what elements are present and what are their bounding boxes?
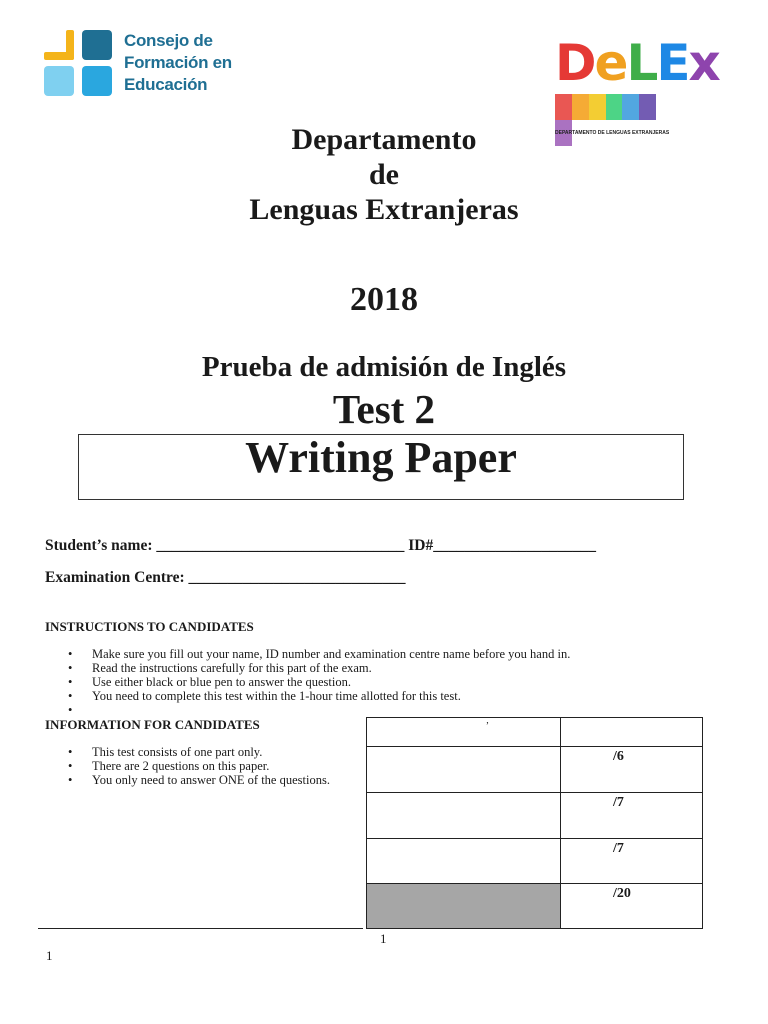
instructions-list — [46, 647, 570, 713]
table-header-mark: , — [486, 715, 489, 726]
cfe-logo-line: Consejo de — [124, 31, 213, 50]
year: 2018 — [350, 281, 418, 318]
student-name-field[interactable]: Student’s name: ________________________________ ID#_____________________ — [45, 537, 596, 554]
department-heading — [0, 122, 768, 227]
information-list — [46, 745, 330, 787]
table-row — [367, 793, 703, 839]
delex-letter: x — [688, 34, 719, 92]
table-row — [367, 884, 703, 929]
list-item: • This test consists of one part only. — [46, 745, 330, 759]
list-item: • Read the instructions carefully for this part of the exam. — [46, 661, 570, 675]
delex-stripe — [572, 94, 589, 120]
test-number: Test 2 — [332, 386, 436, 432]
table-row — [367, 839, 703, 884]
table-cell — [367, 715, 561, 747]
page-number-left: 1 — [46, 948, 53, 963]
cfe-logo-text — [124, 30, 254, 96]
cfe-logo-light-square — [44, 66, 74, 96]
cfe-logo-mid-square — [82, 66, 112, 96]
department-line: de — [369, 158, 399, 191]
delex-stripe — [639, 94, 656, 120]
table-cell[interactable] — [367, 747, 561, 793]
cfe-logo-mark — [44, 30, 114, 98]
information-title: INFORMATION FOR CANDIDATES — [45, 717, 260, 732]
table-cell[interactable] — [367, 793, 561, 839]
paper-title: Writing Paper — [245, 433, 517, 482]
delex-stripe — [555, 94, 572, 120]
footer-rule — [38, 928, 363, 929]
table-row — [367, 747, 703, 793]
exam-centre-field[interactable]: Examination Centre: ____________________________ — [45, 569, 406, 586]
list-item: • Use either black or blue pen to answer the question. — [46, 675, 570, 689]
delex-letter: D — [555, 34, 595, 92]
department-line: Departamento — [291, 123, 477, 156]
table-row — [367, 718, 703, 747]
delex-logo-subtitle: DEPARTAMENTO DE LENGUAS EXTRANJERAS — [555, 130, 670, 136]
list-item: • Make sure you fill out your name, ID number and examination centre name before you hand in. — [46, 647, 570, 661]
score-cell: /7 — [561, 839, 703, 884]
cfe-logo-line: Educación — [124, 75, 208, 94]
delex-logo-word — [555, 30, 719, 96]
delex-logo — [553, 30, 719, 136]
cfe-logo — [44, 30, 244, 100]
list-item: • You need to complete this test within the 1-hour time allotted for this test. — [46, 689, 570, 703]
delex-letter: E — [656, 34, 689, 92]
list-item: • There are 2 questions on this paper. — [46, 759, 330, 773]
cfe-logo-line: Formación en — [124, 53, 232, 72]
score-table — [366, 717, 703, 929]
delex-stripe — [622, 94, 639, 120]
delex-stripe — [606, 94, 623, 120]
paper-title-box — [78, 434, 684, 500]
cfe-logo-dark-square — [82, 30, 112, 60]
delex-stripe — [589, 94, 606, 120]
table-cell — [561, 718, 703, 747]
exam-subtitle: Prueba de admisión de Inglés — [201, 351, 567, 383]
department-line: Lenguas Extranjeras — [249, 193, 519, 226]
table-cell[interactable] — [367, 839, 561, 884]
delex-logo-stripes — [555, 94, 673, 120]
list-item: • You only need to answer ONE of the questions. — [46, 773, 330, 787]
total-label-cell — [367, 884, 561, 929]
instructions-title: INSTRUCTIONS TO CANDIDATES — [45, 619, 254, 634]
list-item — [46, 703, 570, 713]
delex-letter: e — [594, 34, 627, 92]
score-cell: /7 — [561, 793, 703, 839]
cfe-logo-yellow-square — [44, 30, 74, 60]
score-cell: /6 — [561, 747, 703, 793]
delex-letter: L — [626, 34, 657, 92]
page-number: 1 — [380, 931, 387, 946]
total-score-cell: /20 — [561, 884, 703, 929]
